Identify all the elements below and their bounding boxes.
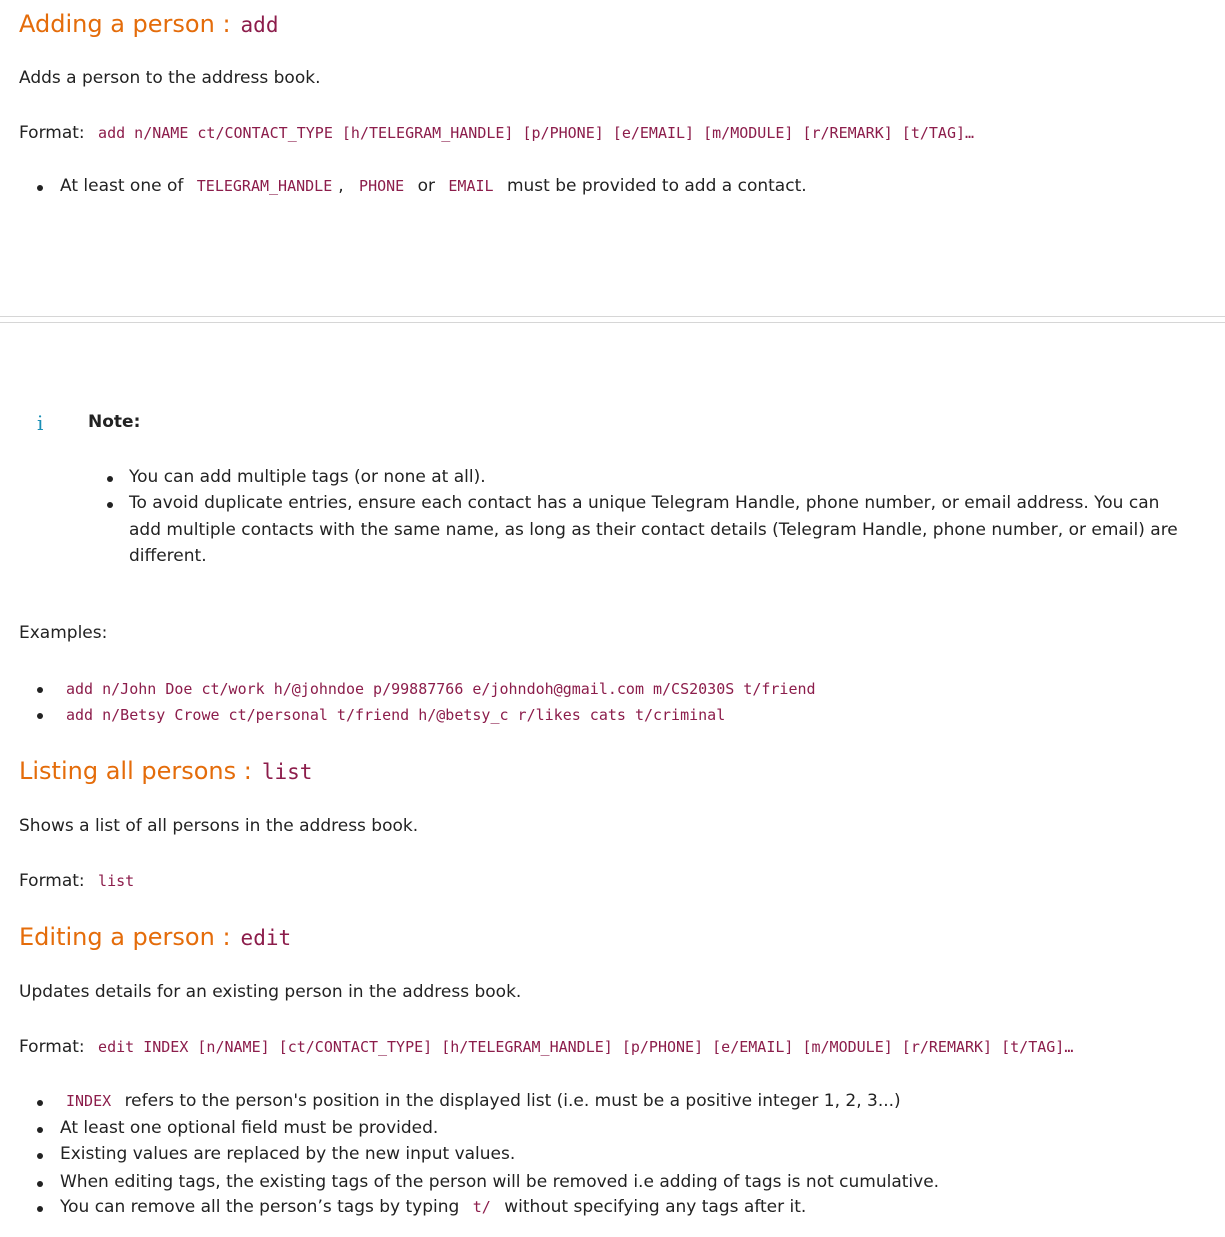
code-phone: PHONE	[359, 177, 405, 195]
add-requirement-or: or	[417, 176, 435, 196]
add-format-code: add n/NAME ct/CONTACT_TYPE [h/TELEGRAM_HANDLE] [p/PHONE] [e/EMAIL] [m/MODULE] [r/REMARK] [t/TAG]…	[98, 124, 975, 142]
bullet-dot	[37, 1100, 43, 1106]
edit-bullet: At least one optional field must be provided.	[60, 1118, 439, 1138]
example-item	[66, 679, 816, 699]
edit-bullet-tags	[60, 1197, 806, 1217]
divider	[0, 322, 1225, 323]
add-heading	[19, 10, 278, 38]
example-item	[66, 705, 725, 725]
add-description: Adds a person to the address book.	[19, 68, 321, 88]
examples-label: Examples:	[19, 623, 108, 643]
bullet-dot	[37, 1181, 43, 1187]
bullet-dot	[107, 476, 113, 482]
bullet-dot	[107, 502, 113, 508]
list-heading-text: Listing all persons :	[19, 757, 252, 785]
bullet-dot	[37, 1153, 43, 1159]
note-item: To avoid duplicate entries, ensure each contact has a unique Telegram Handle, phone number, or email address. You can	[129, 493, 1160, 513]
list-format-label: Format:	[19, 871, 85, 891]
add-requirement-sep: ,	[338, 176, 344, 196]
add-requirement	[60, 176, 807, 196]
edit-bullet-tags-pre: You can remove all the person’s tags by typing	[60, 1197, 460, 1217]
divider	[0, 316, 1225, 317]
add-heading-code: add	[240, 13, 279, 37]
edit-heading-text: Editing a person :	[19, 923, 231, 951]
add-format	[19, 123, 974, 143]
add-format-label: Format:	[19, 123, 85, 143]
list-heading	[19, 757, 312, 785]
list-heading-code: list	[261, 760, 313, 784]
edit-bullet-index-text: refers to the person's position in the displayed list (i.e. must be a positive integer 1, 2, 3...)	[124, 1091, 901, 1111]
edit-bullet-tags-post: without specifying any tags after it.	[504, 1197, 807, 1217]
note-item-continued: add multiple contacts with the same name, as long as their contact details (Telegram Handle, phone number, or email) are	[129, 520, 1178, 540]
bullet-dot	[37, 687, 43, 693]
code-email: EMAIL	[448, 177, 494, 195]
info-icon: i	[37, 411, 44, 435]
list-description: Shows a list of all persons in the address book.	[19, 816, 419, 836]
edit-bullet: Existing values are replaced by the new input values.	[60, 1144, 516, 1164]
bullet-dot	[37, 713, 43, 719]
edit-heading-code: edit	[240, 926, 292, 950]
edit-format-code: edit INDEX [n/NAME] [ct/CONTACT_TYPE] [h/TELEGRAM_HANDLE] [p/PHONE] [e/EMAIL] [m/MODULE] [r/REMARK] [t/TAG]…	[98, 1038, 1074, 1056]
add-requirement-pre: At least one of	[60, 176, 184, 196]
bullet-dot	[37, 1206, 43, 1212]
edit-bullet-index	[66, 1091, 901, 1111]
note-item: You can add multiple tags (or none at all).	[129, 467, 486, 487]
edit-bullet: When editing tags, the existing tags of the person will be removed i.e adding of tags is not cumulative.	[60, 1172, 940, 1192]
code-telegram-handle: TELEGRAM_HANDLE	[196, 177, 333, 195]
example-code: add n/John Doe ct/work h/@johndoe p/99887766 e/johndoh@gmail.com m/CS2030S t/friend	[66, 680, 816, 698]
note-item-continued: different.	[129, 546, 207, 566]
example-code: add n/Betsy Crowe ct/personal t/friend h/@betsy_c r/likes cats t/criminal	[66, 706, 726, 724]
edit-format	[19, 1037, 1073, 1057]
code-index: INDEX	[66, 1092, 112, 1110]
note-title: Note:	[88, 412, 141, 432]
list-format-code: list	[98, 872, 135, 890]
code-tag-prefix: t/	[472, 1198, 491, 1216]
add-heading-text: Adding a person :	[19, 10, 231, 38]
bullet-dot	[37, 1127, 43, 1133]
bullet-dot	[37, 185, 43, 191]
add-requirement-post: must be provided to add a contact.	[506, 176, 807, 196]
edit-heading	[19, 923, 291, 951]
edit-description: Updates details for an existing person in the address book.	[19, 982, 522, 1002]
edit-format-label: Format:	[19, 1037, 85, 1057]
list-format	[19, 871, 134, 891]
